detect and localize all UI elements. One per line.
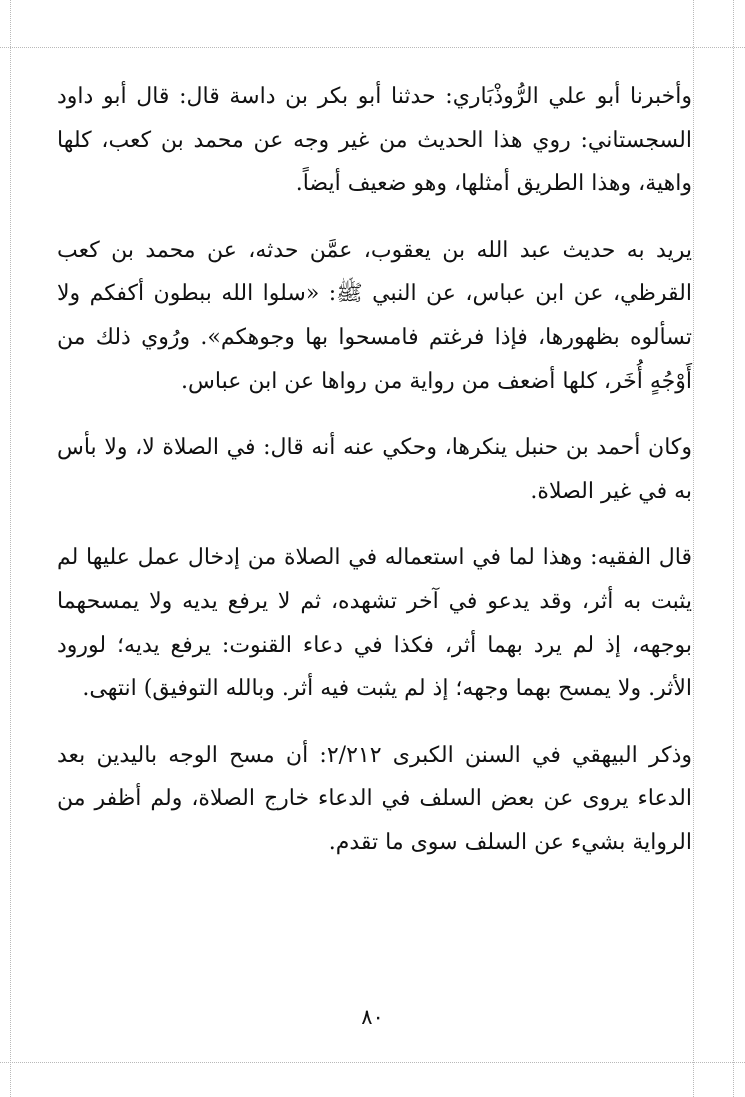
margin-guide-left (10, 0, 11, 1097)
margin-guide-right (733, 0, 734, 1097)
page-number: ٨٠ (361, 1005, 384, 1029)
margin-guide-top (0, 47, 745, 48)
paragraph-bayhaqi: وذكر البيهقي في السنن الكبرى ٢/٢١٢: أن مسح الوجه باليدين بعد الدعاء يروى عن بعض السلف في الدعاء خارج الصلاة، ولم أظفر من الرواية بشيء عن السلف سوى ما تقدم. (57, 742, 693, 855)
paragraph-ahmad-ibn-hanbal: وكان أحمد بن حنبل ينكرها، وحكي عنه أنه قال: في الصلاة لا، ولا بأس به في غير الصلاة. (57, 435, 692, 504)
paragraph-hadith-explanation: يريد به حديث عبد الله بن يعقوب، عمَّن حدثه، عن محمد بن كعب القرظي، عن ابن عباس، عن النبي ﷺ: «سلوا الله ببطون أكفكم ولا تسألوه بظهورها، فإذا فرغتم فامسحوا بها وجوهكم». ورُوي ذلك من أَوْجُهٍ أُخَر، كلها أضعف من رواية من رواها عن ابن عباس. (57, 237, 692, 394)
margin-guide-inner-right (693, 0, 694, 1097)
paragraph-abu-dawud: وأخبرنا أبو علي الرُّوذْبَاري: حدثنا أبو بكر بن داسة قال: قال أبو داود السجستاني: روي هذا الحديث من غير وجه عن محمد بن كعب، كلها واهية، وهذا الطريق أمثلها، وهو ضعيف أيضاً. (57, 84, 692, 197)
margin-guide-bottom (0, 1062, 745, 1063)
paragraph-faqih: قال الفقيه: وهذا لما في استعماله في الصلاة من إدخال عمل عليها لم يثبت به أثر، وقد يدعو في آخر تشهده، ثم لا يرفع يديه ولا يمسحهما بوجهه، إذ لم يرد بهما أثر، فكذا في دعاء القنوت: يرفع يديه؛ لورود الأثر. ولا يمسح بهما وجهه؛ إذ لم يثبت فيه أثر. وبالله التوفيق) انتهى. (57, 545, 692, 702)
page-body (57, 75, 692, 888)
